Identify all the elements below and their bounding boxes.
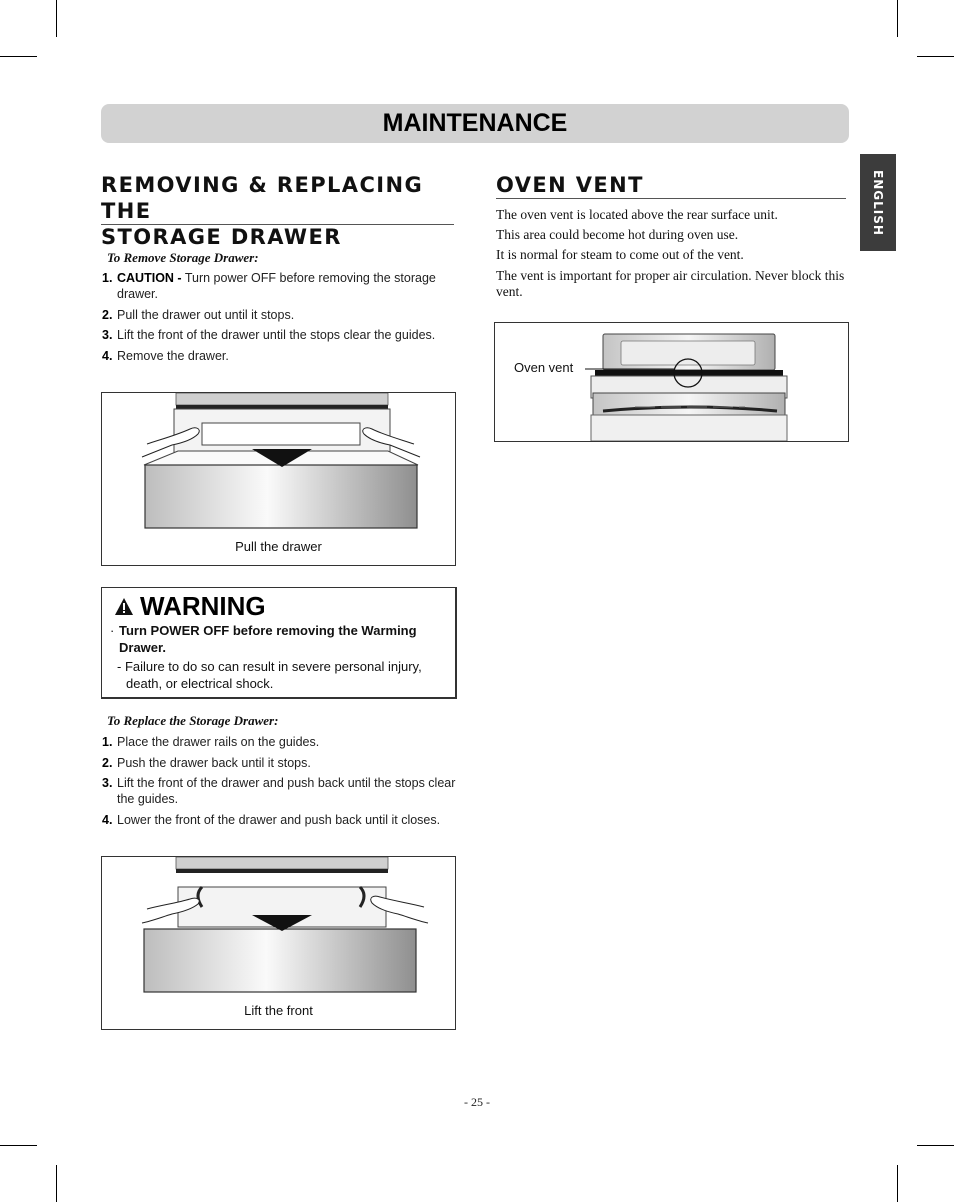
paragraph: This area could become hot during oven use. — [496, 227, 739, 242]
figure-lift-front — [101, 856, 456, 1030]
list-item — [102, 812, 457, 828]
crop-mark — [56, 1165, 57, 1202]
step-number: 2. — [102, 307, 113, 322]
list-item — [102, 734, 457, 750]
remove-heading: To Remove Storage Drawer: — [107, 250, 259, 265]
list-item — [102, 348, 457, 364]
language-tab — [860, 154, 896, 251]
page-title: MAINTENANCE — [382, 109, 568, 137]
step-number: 1. — [102, 271, 113, 285]
warning-title: WARNING — [140, 591, 266, 621]
warning-header — [114, 591, 266, 622]
crop-mark — [917, 56, 954, 57]
warning-bullet — [110, 622, 445, 656]
crop-mark — [897, 1165, 898, 1202]
section-title-line-1: REMOVING & REPLACING THE — [101, 173, 424, 223]
warning-triangle-icon — [114, 597, 134, 617]
step-number: 1. — [102, 735, 113, 749]
paragraph: It is normal for steam to come out of the vent. — [496, 247, 744, 262]
figure-oven-vent — [494, 322, 849, 442]
list-item — [102, 327, 457, 343]
drawer-lift-illustration — [102, 857, 455, 997]
caution-label: CAUTION - — [117, 271, 182, 285]
step-number: 2. — [102, 755, 113, 770]
section-title-storage-drawer — [101, 172, 461, 250]
section-rule — [496, 198, 846, 199]
crop-mark — [897, 0, 898, 37]
section-title-line-2: STORAGE DRAWER — [101, 225, 342, 249]
step-text: Push the drawer back until it stops. — [117, 755, 311, 770]
remove-steps — [102, 270, 457, 368]
step-text: Place the drawer rails on the guides. — [117, 735, 320, 749]
section-title-oven-vent: OVEN VENT — [496, 173, 644, 197]
language-tab-label: ENGLISH — [871, 169, 885, 236]
warning-bullet-text: Turn POWER OFF before removing the Warming Drawer. — [119, 623, 417, 655]
step-text: Turn power OFF before removing the storage drawer. — [117, 271, 436, 301]
paragraph: The vent is important for proper air circulation. Never block this vent. — [496, 268, 845, 299]
step-number: 3. — [102, 776, 113, 790]
figure-pull-drawer — [101, 392, 456, 566]
step-text: Lift the front of the drawer and push back until the stops clear the guides. — [117, 776, 456, 806]
step-number: 3. — [102, 328, 113, 342]
oven-illustration — [495, 323, 848, 441]
figure-caption: Lift the front — [244, 1003, 313, 1018]
crop-mark — [0, 56, 37, 57]
drawer-illustration — [102, 393, 455, 533]
section-rule — [101, 224, 454, 225]
step-text: Lift the front of the drawer until the stops clear the guides. — [117, 328, 436, 342]
crop-mark — [0, 1145, 37, 1146]
header-banner — [101, 104, 849, 143]
step-number: 4. — [102, 348, 113, 363]
crop-mark — [917, 1145, 954, 1146]
step-number: 4. — [102, 812, 113, 827]
step-text: Remove the drawer. — [117, 348, 229, 363]
warning-box — [101, 587, 457, 699]
replace-steps — [102, 734, 457, 832]
bullet-dot: · — [110, 623, 115, 638]
warning-detail-text: - Failure to do so can result in severe personal injury, death, or electrical shock. — [117, 659, 422, 691]
list-item — [102, 270, 457, 302]
page-number: - 25 - — [464, 1095, 490, 1109]
warning-detail — [117, 658, 445, 692]
list-item — [102, 755, 457, 771]
list-item — [102, 775, 457, 807]
step-text: Lower the front of the drawer and push back until it closes. — [117, 812, 441, 827]
oven-vent-label: Oven vent — [514, 360, 574, 375]
crop-mark — [56, 0, 57, 37]
step-text: Pull the drawer out until it stops. — [117, 307, 295, 322]
paragraph: The oven vent is located above the rear surface unit. — [496, 207, 778, 222]
list-item — [102, 307, 457, 323]
figure-caption: Pull the drawer — [235, 539, 322, 554]
replace-heading: To Replace the Storage Drawer: — [107, 713, 279, 728]
